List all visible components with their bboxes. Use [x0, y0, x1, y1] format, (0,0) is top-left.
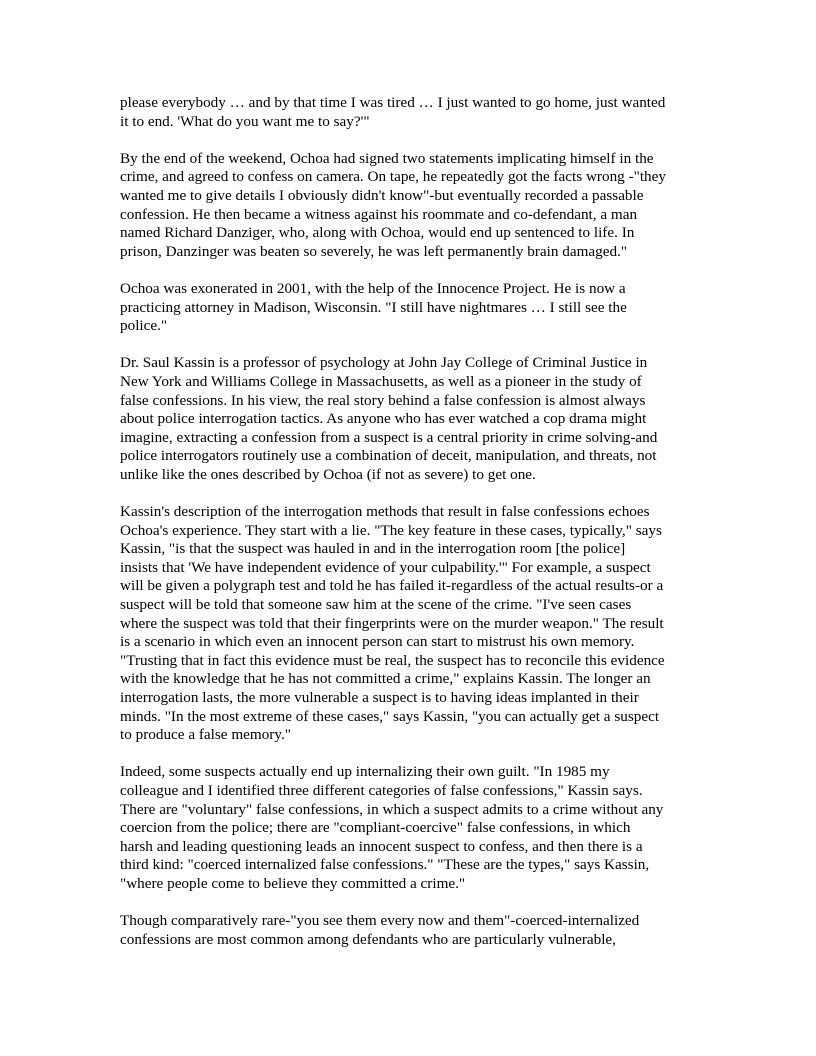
text-line: about police interrogation tactics. As anyone who has ever watched a cop drama might — [120, 410, 647, 428]
text-line: "Trusting that in fact this evidence must be real, the suspect has to reconcile this evidence — [120, 651, 665, 669]
text-line: Ochoa's experience. They start with a lie. "The key feature in these cases, typically," says — [120, 521, 662, 539]
text-line: imagine, extracting a confession from a suspect is a central priority in crime solving-and — [120, 428, 658, 446]
text-line: named Richard Danziger, who, along with Ochoa, would end up sentenced to life. In — [120, 224, 635, 242]
text-line: harsh and leading questioning leads an innocent suspect to confess, and then there is a — [120, 837, 643, 855]
text-line: where the suspect was told that their fingerprints were on the murder weapon." The result — [120, 614, 664, 632]
text-line: interrogation lasts, the more vulnerable a suspect is to having ideas implanted in their — [120, 689, 639, 706]
paragraph-4 — [120, 354, 700, 484]
text-line: it to end. 'What do you want me to say?'" — [120, 112, 370, 130]
text-line: crime, and agreed to confess on camera. On tape, he repeatedly got the facts wrong -"they — [120, 168, 666, 186]
text-line: Indeed, some suspects actually end up internalizing their own guilt. "In 1985 my — [120, 763, 610, 781]
text-line: unlike like the ones described by Ochoa (if not as severe) to get one. — [120, 465, 536, 483]
text-line: "where people come to believe they committed a crime." — [120, 874, 466, 892]
text-line: By the end of the weekend, Ochoa had signed two statements implicating himself in the — [120, 149, 654, 167]
text-line: prison, Danzinger was beaten so severely, he was left permanently brain damaged." — [120, 242, 628, 260]
paragraph-3 — [120, 280, 700, 336]
text-line: to produce a false memory." — [120, 726, 291, 744]
paragraph-5 — [120, 503, 700, 745]
text-line: Kassin's description of the interrogation methods that result in false confessions echoes — [120, 503, 650, 521]
text-line: confession. He then became a witness against his roommate and co-defendant, a man — [120, 205, 638, 223]
text-line: wanted me to give details I obviously didn't know"-but eventually recorded a passable — [120, 186, 644, 204]
text-line: police." — [120, 317, 168, 335]
text-line: Ochoa was exonerated in 2001, with the help of the Innocence Project. He is now a — [120, 279, 626, 297]
text-line: coercion from the police; there are "compliant-coercive" false confessions, in which — [120, 819, 631, 837]
paragraph-2 — [120, 150, 700, 262]
text-line: practicing attorney in Madison, Wisconsin. "I still have nightmares … I still see the — [120, 298, 627, 316]
text-line: Though comparatively rare-"you see them every now and them"-coerced-internalized — [120, 912, 640, 930]
document-page — [120, 94, 700, 968]
text-line: suspect will be told that someone saw him at the scene of the crime. "I've seen cases — [120, 596, 632, 614]
text-line: minds. "In the most extreme of these cases," says Kassin, "you can actually get a suspect — [120, 707, 660, 725]
text-line: please everybody … and by that time I was tired … I just wanted to go home, just wanted — [120, 94, 666, 111]
paragraph-6 — [120, 763, 700, 893]
text-line: There are "voluntary" false confessions, in which a suspect admits to a crime without any — [120, 800, 664, 818]
text-line: colleague and I identified three different categories of false confessions," Kassin says. — [120, 781, 643, 799]
text-line: Dr. Saul Kassin is a professor of psychology at John Jay College of Criminal Justice in — [120, 354, 648, 372]
text-line: insists that 'We have independent evidence of your culpability.'" For example, a suspect — [120, 558, 651, 576]
text-line: confessions are most common among defendants who are particularly vulnerable, — [120, 930, 616, 948]
text-line: with the knowledge that he has not committed a crime," explains Kassin. The longer an — [120, 670, 651, 688]
text-line: police interrogators routinely use a combination of deceit, manipulation, and threats, not — [120, 447, 657, 465]
text-line: is a scenario in which even an innocent person can start to mistrust his own memory. — [120, 633, 635, 651]
text-line: false confessions. In his view, the real story behind a false confession is almost always — [120, 391, 646, 409]
text-line: Kassin, "is that the suspect was hauled in and in the interrogation room [the police] — [120, 540, 626, 558]
text-line: will be given a polygraph test and told he has failed it-regardless of the actual results-or a — [120, 577, 664, 595]
paragraph-1 — [120, 94, 700, 131]
paragraph-7 — [120, 912, 700, 949]
text-line: New York and Williams College in Massachusetts, as well as a pioneer in the study of — [120, 372, 642, 390]
text-line: third kind: "coerced internalized false confessions." "These are the types," says Kassin, — [120, 856, 650, 874]
